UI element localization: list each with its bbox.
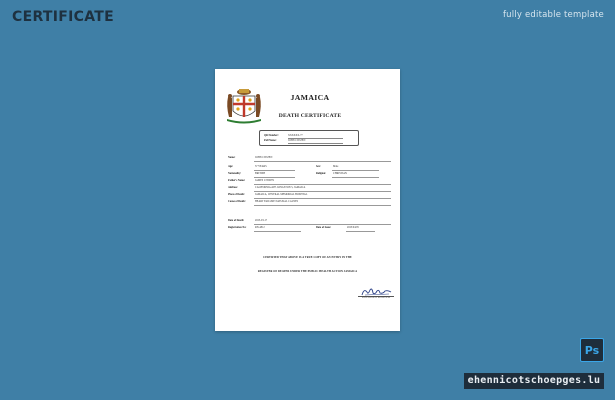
cause-of-death-label: Cause of Death: xyxy=(228,200,246,203)
father-name-field xyxy=(228,179,388,184)
religion-field xyxy=(316,172,386,177)
signature-caption: SIGNATURE OF REGISTRAR xyxy=(361,297,391,299)
name-field xyxy=(228,156,388,161)
issue-date-value: 2023/04/05 xyxy=(346,226,375,232)
religion-value: CHRISTIAN xyxy=(332,172,379,178)
qr-name-label: Full Name: xyxy=(264,139,277,142)
issue-date-label: Date of Issue: xyxy=(316,226,332,229)
cause-of-death-value: HEART FAILURE NATURAL CAUSES xyxy=(254,200,391,206)
page-subtitle: fully editable template xyxy=(502,10,604,20)
qr-number-value: XXXXXX-77 xyxy=(288,133,343,139)
certificate-title: DEATH CERTIFICATE xyxy=(278,113,342,119)
registration-field xyxy=(228,226,308,231)
register-statement: REGISTER OF DEATHS UNDER THE PUBLIC HEALTH ACTION JAMAICA xyxy=(257,270,358,273)
country-name: JAMAICA xyxy=(290,93,330,102)
date-of-death-value: 2023-03-17 xyxy=(254,219,391,225)
registration-label: Registration No: xyxy=(228,226,247,229)
date-of-death-field xyxy=(228,219,388,224)
religion-label: Religion: xyxy=(316,172,327,175)
address-value: CALIFORNIA AVE. KINGSTON 5, JAMAICA xyxy=(254,186,391,192)
certificate-document xyxy=(215,69,400,331)
page-title: CERTIFICATE xyxy=(12,9,114,25)
age-value: 37 YEARS xyxy=(254,165,295,171)
name-value: JOHN CITIZEN xyxy=(254,156,391,162)
date-of-death-label: Date of Death: xyxy=(228,219,245,222)
nationality-label: Nationality: xyxy=(228,172,242,175)
father-name-value: JAMES CITIZEN xyxy=(254,179,391,185)
photoshop-icon: Ps xyxy=(580,338,604,362)
sex-value: Male xyxy=(332,165,379,171)
nationality-field xyxy=(228,172,298,177)
age-label: Age: xyxy=(228,165,234,168)
sex-field xyxy=(316,165,386,170)
place-of-death-label: Place of Death: xyxy=(228,193,245,196)
age-field xyxy=(228,165,298,170)
qr-number-label: QR Number: xyxy=(264,133,279,137)
father-name-label: Father's Name: xyxy=(228,179,246,182)
cause-of-death-field xyxy=(228,200,388,205)
certification-statement: CERTIFIED THAT ABOVE IS A TRUE COPY OF AN ENTRY IN THE xyxy=(263,256,352,259)
watermark-label: ehennicotschoepges.lu xyxy=(464,373,604,389)
qr-info-box xyxy=(259,130,359,146)
issue-date-field xyxy=(316,226,386,231)
place-of-death-value: JAMAICA, CENTRAL MEMORIAL HOSPITAL xyxy=(254,193,391,199)
registration-value: RN-4812 xyxy=(254,226,301,232)
address-label: Address: xyxy=(228,186,238,189)
nationality-value: BRITISH xyxy=(254,172,295,178)
sex-label: Sex: xyxy=(316,165,321,168)
place-of-death-field xyxy=(228,193,388,198)
name-label: Name: xyxy=(228,156,236,159)
qr-name-value: JOHN CITIZEN xyxy=(288,138,343,144)
address-field xyxy=(228,186,388,191)
